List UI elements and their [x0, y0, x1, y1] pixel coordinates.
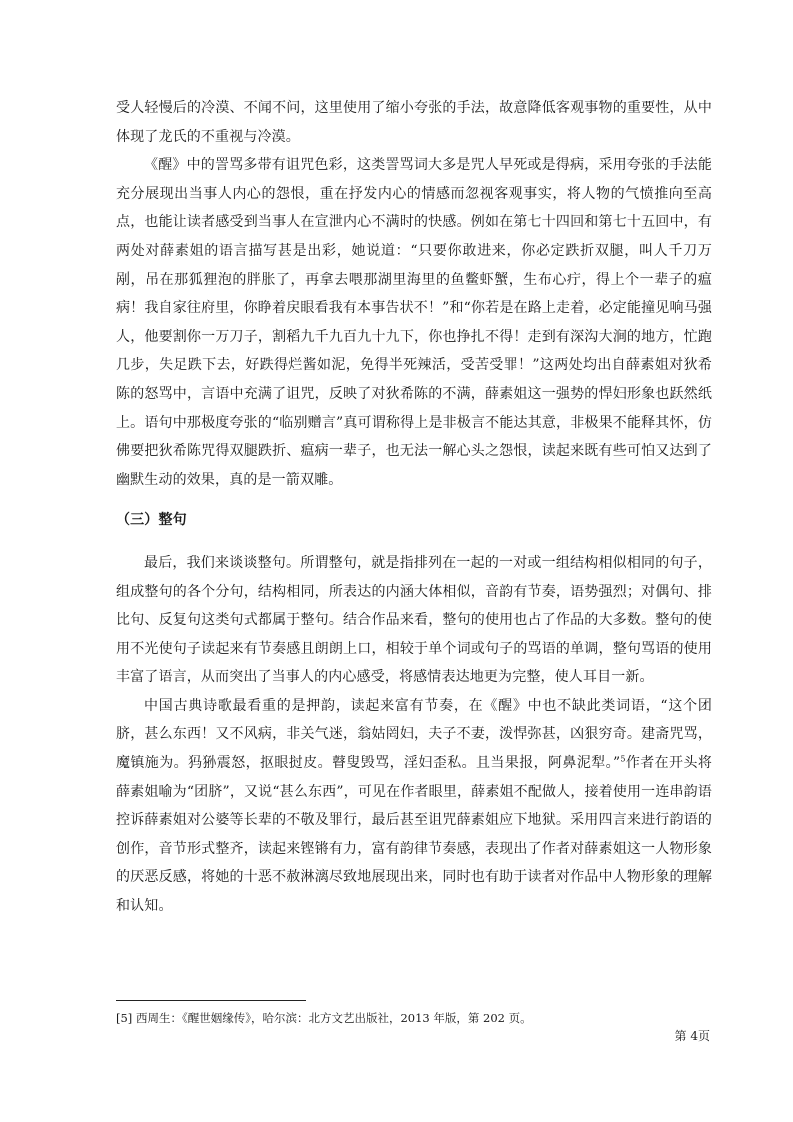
- page-number: 第 4页: [674, 1029, 710, 1043]
- footnote: [5] 西周生：《醒世姻缘传》，哈尔滨：北方文艺出版社，2013 年版，第 202 页。: [116, 1011, 532, 1025]
- paragraph-curse-hyperbole: 《醒》中的詈骂多带有诅咒色彩，这类詈骂词大多是咒人早死或是得病，采用夸张的手法能充分展现出当事人内心的怨恨，重在抒发内心的情感而忽视客观事实，将人物的气愤推向至高点，也能让读者感受到当事人在宣泄内心不满时的快感。例如在第七十四回和第七十五回中，有两处对薛素姐的语言描写甚是出彩，她说道：“只要你敢进来，你必定跌折双腿，叫人千刀万剐，吊在那狐狸泡的胖胀了，再拿去喂那湖里海里的鱼鳖虾蟹，生布心疔，得上个一辈子的瘟病！我自家往府里，你睁着戻眼看我有本事告状不！”和“你若是在路上走着，必定能撞见响马强人，他要割你一万刀子，割稻九千九百九十九下，你也挣扎不得！走到有深沟大涧的地方，忙跑几步，失足跌下去，好跌得烂酱如泥，免得半死辣活，受苦受罪！”这两处均出自薛素姐对狄希陈的怒骂中，言语中充满了诅咒，反映了对狄希陈的不满，薛素姐这一强势的悍妇形象也跃然纸上。语句中那极度夸张的“临别赠言”真可谓称得上是非极言不能达其意，非极果不能释其怀，仿佛要把狄希陈咒得双腿跌折、瘟病一辈子，也无法一解心头之怨恨，读起来既有些可怕又达到了幽默生动的效果，真的是一箭双雕。: [116, 157, 712, 488]
- footnote-divider: [116, 1000, 306, 1001]
- body-text: [116, 94, 712, 921]
- footnote-reference: 5: [620, 754, 626, 764]
- paragraph-rhyme: [116, 692, 712, 921]
- section-heading: （三）整句: [116, 512, 187, 529]
- rhyme-text-after: 作者在开头将薛素姐喻为“团脐”，又说“甚么东西”，可见在作者眼里，薛素姐不配做人，接着使用一连串韵语控诉薛素姐对公婆等长辈的不敬及罪行，最后甚至诅咒薛素姐应下地狱。采用四言来进行韵语的创作，音节形式整齐，读起来铿锵有力，富有韵律节奏感，表现出了作者对薛素姐这一人物形象的厌恶反感，将她的十恶不赦淋漓尽致地展现出来，同时也有助于读者对作品中人物形象的理解和认知。: [116, 755, 712, 915]
- paragraph-parallel-sentences: 最后，我们来谈谈整句。所谓整句，就是指排列在一起的一对或一组结构相似相同的句子，组成整句的各个分句，结构相同，所表达的内涵大体相似，音韵有节奏，语势强烈；对偶句、排比句、反复句这类句式都属于整句。结合作品来看，整句的使用也占了作品的大多数。整句的使用不光使句子读起来有节奏感且朗朗上口，相较于单个词或句子的骂语的单调，整句骂语的使用丰富了语言，从而突出了当事人的内心感受，将感情表达地更为完整，使人耳目一新。: [116, 554, 712, 686]
- paragraph-continuation: 受人轻慢后的冷漠、不闻不问，这里使用了缩小夸张的手法，故意降低客观事物的重要性，从中体现了龙氏的不重视与冷漠。: [116, 100, 712, 145]
- rhyme-text-before: 中国古典诗歌最看重的是押韵，读起来富有节奏，在《醒》中也不缺此类词语，“这个团脐，甚么东西！又不风病，非关气迷，翁姑罔妇，夫子不妻，泼悍弥甚，凶狠穷奇。建斋咒骂，魔镇施为。犸狲震怒，抠眼挝皮。瞽叟毁骂，淫妇歪私。且当果报，阿鼻泥犁。”: [116, 697, 712, 772]
